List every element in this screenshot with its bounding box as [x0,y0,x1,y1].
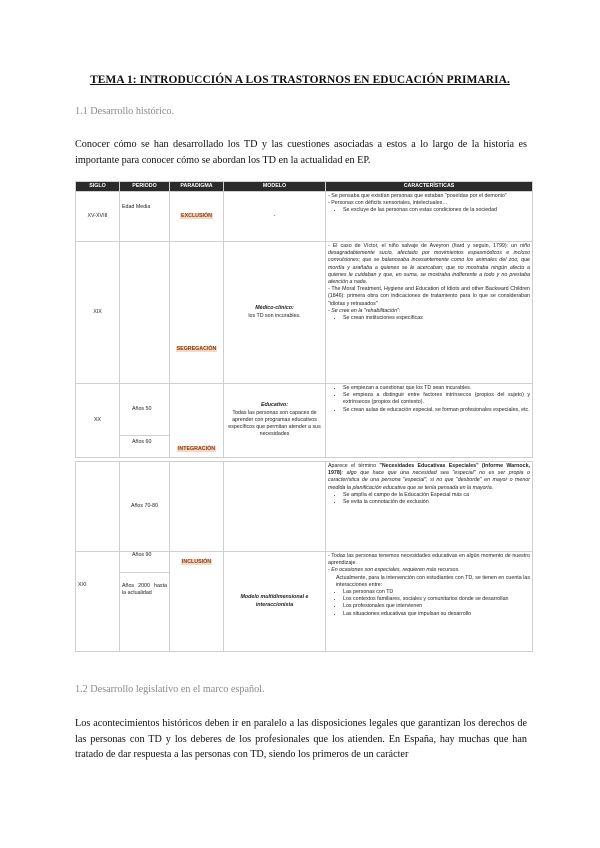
cell-modelo [224,384,326,458]
cell-caracteristicas [326,552,533,652]
text-line: - Se cree en la "rehabilitación": [328,307,401,314]
text-line: Actualmente, para la intervención con estudiantes con TD, se tienen en cuenta las interacciones entre: [336,574,530,588]
list-item: • Se amplía el campo de la Educación Especial más ca [343,492,530,499]
list-item: • Los profesionales que intervienen [343,603,530,610]
header-caracteristicas: CARACTERÍSTICAS [326,182,533,192]
intro-paragraph: Conocer cómo se han desarrollado los TD y las cuestiones asociadas a estos a lo largo de la historia es importante para conocer cómo se abordan los TD en la actualidad en EP. [75,139,527,166]
cell-paradigma [170,242,224,384]
document-title: TEMA 1: INTRODUCCIÓN A LOS TRASTORNOS EN EDUCACIÓN PRIMARIA. [90,74,510,86]
history-table [75,181,533,652]
bold-term: "Necesidades Educativas Especiales" (Informe Warnock, 1978) [328,463,530,477]
cell-periodo [120,552,170,652]
cell-siglo [76,462,120,552]
period-label: Años 2000 hasta la actualidad [122,583,167,597]
model-text: Todas las personas son capaces de aprender con programas educativos específicos que permitan atender a sus necesidades [228,409,321,438]
list-item: • Se empiezan a cuestionar que los TD sean incurables. [343,385,530,392]
period-label: Años 90 [120,552,169,573]
list-item: • Las personas con TD [343,589,530,596]
period-label: Años 60 [132,439,152,445]
text-block [328,463,530,492]
cell-periodo [120,242,170,384]
list-item: • Los contextos familiares, sociales y comunitarios donde se desarrollan [343,596,530,603]
header-modelo: MODELO [224,182,326,192]
header-siglo: SIGLO [76,182,120,192]
model-title: Médico-clínico: [255,305,294,312]
header-paradigma: PARADIGMA [170,182,224,192]
quote-text: un niño desagradablemente sucio, afectado por movimientos espasmódicos e incluso convulsiones; que se balanceaba incesantemente como los animales del zoo, que mordía y arañaba a quienes se le acercaban; que no mostraba ningún afecto a quienes le cuidaban y que, en suma, se mostraba indiferente a todo y no prestaba atención a nada. [328,243,530,286]
text-line: - En ocasiones son especiales, requieren más recursos. [328,567,460,574]
text-line: - Personas con déficits sensoriales, intelectuales… [328,200,448,207]
cell-paradigma [170,192,224,242]
table-row [76,242,533,384]
section-heading-historical: 1.1 Desarrollo histórico. [75,106,175,117]
cell-periodo: Años 70-80 [120,462,170,552]
text-line: - The Moral Treatment, Hygiene and Education of Idiots and other Backward Children (1846): primera obra con indicaciones de tratamiento para lo que se consideraban "idiotas y retrasados" [328,286,530,307]
cell-modelo [224,462,326,552]
list-item: • Se excluye de las personas con estas condiciones de la sociedad [343,207,530,214]
cell-caracteristicas [326,242,533,384]
text-block [328,243,530,286]
period-label: Años 50 [120,384,169,436]
cell-siglo: XIX [76,242,120,384]
cell-caracteristicas [326,192,533,242]
quote-text: : algo que hace que una necesidad sea "especial" no es ser propia o característica de una persona "especial", si no que "desborde" en mayor o menor medida la planificación educativa que se tenía pensada en la mayoría. [328,470,530,491]
cell-periodo [120,384,170,458]
text-line: - Todas las personas tenemos necesidades educativas en algún momento de nuestro aprendizaje. [328,553,530,567]
cell-siglo: XX [76,384,120,458]
list-item: • Se crean aulas de educación especial, se forman profesionales especiales, etc. [343,407,530,414]
section-heading-legislative: 1.2 Desarrollo legislativo en el marco español. [75,684,265,695]
table-header-row [76,182,533,192]
list-item: • Se crean instituciones específicas [343,315,530,322]
list-item: • Se empieza a distinguir entre factores intrínsecos (propios del sujeto) y extrínsecos (propios del contexto). [343,392,530,406]
paradigm-badge: INTEGRACIÓN [177,445,216,452]
cell-siglo: XV-XVIII [76,192,120,242]
list-item: • Las situaciones educativas que impulsan su desarrollo [343,611,530,618]
table-row [76,192,533,242]
cell-siglo: XXI [76,552,120,652]
paradigm-badge: EXCLUSIÓN [181,212,212,219]
cell-modelo: Modelo multidimensional e interaccionista [224,552,326,652]
model-text: los TD son incurables. [248,312,301,319]
text-line: - El caso de Víctor, el niño salvaje de Aveyron (Itard y seguin, 1799): [328,243,509,249]
cell-paradigma [170,552,224,652]
list-item: • Se evita la connotación de exclusión [343,499,530,506]
paradigm-badge: INCLUSIÓN [181,559,212,565]
header-periodo: PERIODO [120,182,170,192]
cell-modelo [224,242,326,384]
cell-caracteristicas [326,462,533,552]
cell-paradigma [170,384,224,458]
table-row [76,384,533,458]
model-title: Educativo: [260,402,289,409]
table-row [76,462,533,552]
text-line: Aparece el término [328,463,380,469]
cell-periodo: Edad Media [120,192,170,242]
legislative-paragraph: Los acontecimientos históricos deben ir en paralelo a las disposiciones legales que garantizan los derechos de las personas con TD y los deberes de los profesionales que los atienden. En España, hay muchas que han tratado de dar respuesta a las personas con TD, siendo los primeros de un carácter [75,718,527,760]
text-line: - Se pensaba que existían personas que estaban "poseídas por el demonio" [328,193,507,199]
cell-modelo: - [224,192,326,242]
cell-paradigma [170,462,224,552]
cell-caracteristicas [326,384,533,458]
table-row [76,552,533,652]
paradigm-badge: SEGREGACIÓN [176,345,217,352]
